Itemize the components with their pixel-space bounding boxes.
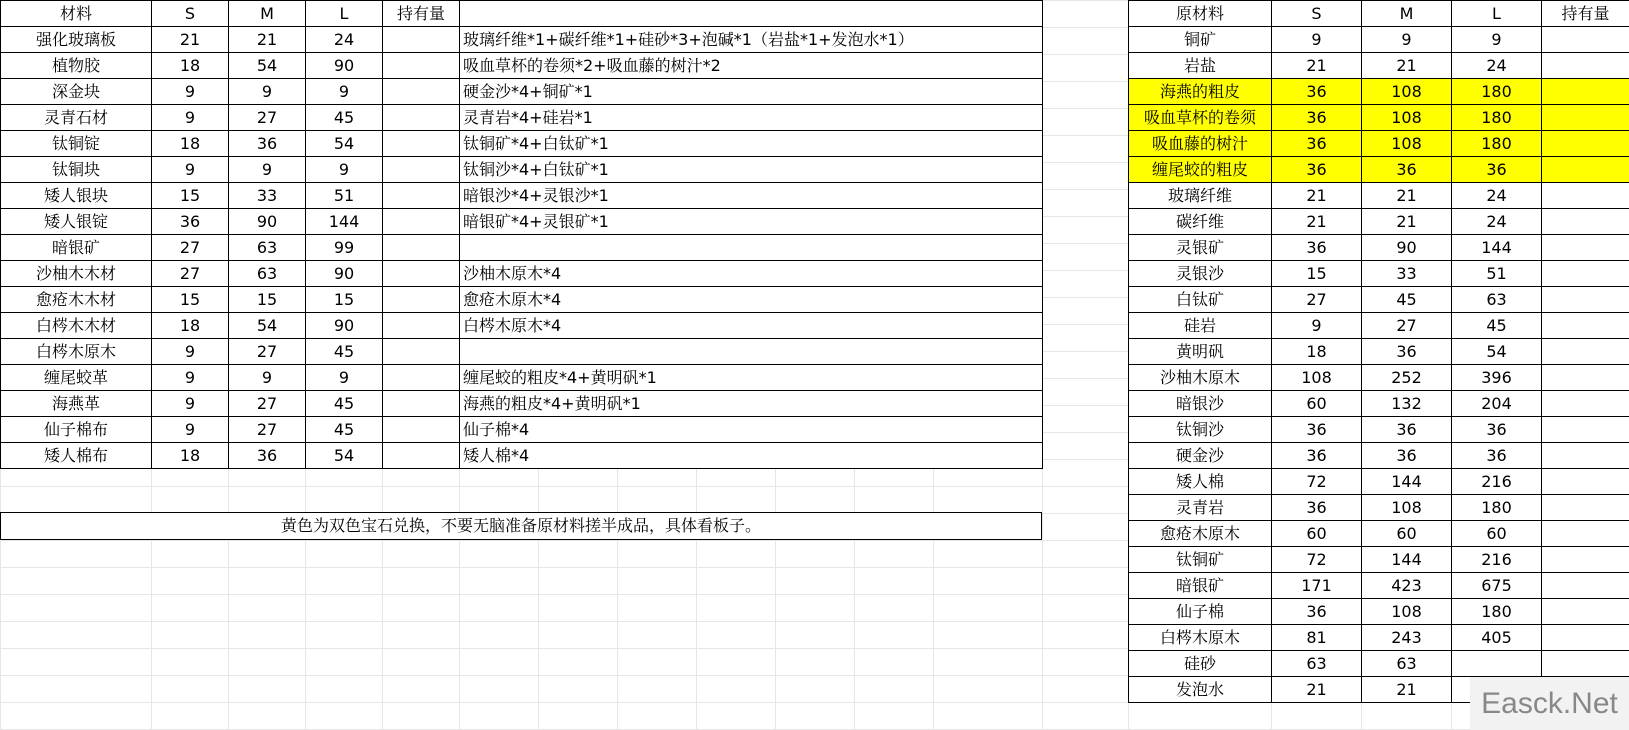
size-s-cell[interactable]: 18: [152, 53, 229, 79]
table-row: [1129, 183, 1629, 209]
held-qty-cell[interactable]: [1542, 313, 1629, 339]
table-row: [1129, 521, 1629, 547]
table-row: [1129, 209, 1629, 235]
watermark-logo: Easck.Net: [1470, 677, 1629, 730]
size-s-cell[interactable]: 9: [152, 157, 229, 183]
size-l-cell[interactable]: 99: [306, 235, 383, 261]
held-qty-cell[interactable]: [1542, 53, 1629, 79]
size-s-cell[interactable]: 27: [152, 235, 229, 261]
table-row: [1129, 53, 1629, 79]
held-qty-cell[interactable]: [1542, 339, 1629, 365]
held-qty-cell[interactable]: [383, 417, 460, 443]
col-header-material[interactable]: 材料: [1, 1, 152, 27]
size-m-cell[interactable]: 36: [1362, 339, 1452, 365]
size-m-cell[interactable]: 63: [229, 235, 306, 261]
table-row: [1, 157, 1043, 183]
raw-material-name-cell[interactable]: 钛铜矿: [1129, 547, 1272, 573]
size-m-cell[interactable]: 21: [1362, 677, 1452, 703]
col-header-held[interactable]: 持有量: [383, 1, 460, 27]
raw-material-name-cell[interactable]: 黄明矾: [1129, 339, 1272, 365]
table-row: [1, 365, 1043, 391]
size-m-cell[interactable]: 108: [1362, 105, 1452, 131]
held-qty-cell[interactable]: [383, 443, 460, 469]
material-name-cell[interactable]: 暗银矿: [1, 235, 152, 261]
raw-material-name-cell[interactable]: 白梣木原木: [1129, 625, 1272, 651]
recipe-cell[interactable]: [460, 339, 1043, 365]
size-s-cell[interactable]: 36: [152, 209, 229, 235]
size-s-cell[interactable]: 72: [1272, 547, 1362, 573]
size-s-cell[interactable]: 72: [1272, 469, 1362, 495]
note-banner[interactable]: 黄色为双色宝石兑换，不要无脑准备原材料搓半成品，具体看板子。: [0, 512, 1042, 540]
table-row: [1129, 287, 1629, 313]
table-row: [1129, 469, 1629, 495]
size-m-cell[interactable]: 36: [1362, 157, 1452, 183]
size-m-cell[interactable]: 27: [229, 391, 306, 417]
size-m-cell[interactable]: 9: [1362, 27, 1452, 53]
table-row: [1129, 339, 1629, 365]
held-qty-cell[interactable]: [383, 209, 460, 235]
table-row: [1129, 573, 1629, 599]
table-row: [1129, 391, 1629, 417]
size-m-cell[interactable]: 60: [1362, 521, 1452, 547]
table-row: [1129, 599, 1629, 625]
raw-material-name-cell[interactable]: 暗银沙: [1129, 391, 1272, 417]
col-header-s[interactable]: S: [1272, 1, 1362, 27]
recipe-cell[interactable]: 吸血草杯的卷须*2+吸血藤的树汁*2: [460, 53, 1043, 79]
size-s-cell[interactable]: 21: [1272, 677, 1362, 703]
size-m-cell[interactable]: 21: [1362, 53, 1452, 79]
held-qty-cell[interactable]: [1542, 391, 1629, 417]
held-qty-cell[interactable]: [383, 157, 460, 183]
size-m-cell[interactable]: 252: [1362, 365, 1452, 391]
materials-table-body: [1, 1, 1043, 469]
recipe-cell[interactable]: 海燕的粗皮*4+黄明矾*1: [460, 391, 1043, 417]
size-s-cell[interactable]: 108: [1272, 365, 1362, 391]
raw-material-name-cell[interactable]: 灵银矿: [1129, 235, 1272, 261]
size-s-cell[interactable]: 27: [152, 261, 229, 287]
raw-material-name-cell[interactable]: 愈疮木原木: [1129, 521, 1272, 547]
table-row: [1129, 313, 1629, 339]
size-m-cell[interactable]: 9: [229, 157, 306, 183]
recipe-cell[interactable]: 玻璃纤维*1+碳纤维*1+硅砂*3+泡碱*1（岩盐*1+发泡水*1）: [460, 27, 1043, 53]
held-qty-cell[interactable]: [1542, 287, 1629, 313]
size-l-cell[interactable]: 54: [306, 443, 383, 469]
table-row: [1, 235, 1043, 261]
held-qty-cell[interactable]: [1542, 495, 1629, 521]
size-l-cell[interactable]: 144: [1452, 235, 1542, 261]
size-s-cell[interactable]: 36: [1272, 599, 1362, 625]
table-row: [1, 287, 1043, 313]
raw-material-name-cell[interactable]: 吸血藤的树汁: [1129, 131, 1272, 157]
material-name-cell[interactable]: 钛铜块: [1, 157, 152, 183]
held-qty-cell[interactable]: [1542, 209, 1629, 235]
held-qty-cell[interactable]: [1542, 651, 1629, 677]
size-l-cell[interactable]: 51: [306, 183, 383, 209]
size-m-cell[interactable]: 33: [1362, 261, 1452, 287]
size-s-cell[interactable]: 21: [1272, 209, 1362, 235]
material-name-cell[interactable]: 白梣木原木: [1, 339, 152, 365]
col-header-recipe[interactable]: [460, 1, 1043, 27]
table-row: [1129, 547, 1629, 573]
size-l-cell[interactable]: 45: [1452, 313, 1542, 339]
material-name-cell[interactable]: 海燕革: [1, 391, 152, 417]
size-m-cell[interactable]: 36: [1362, 443, 1452, 469]
size-l-cell[interactable]: 180: [1452, 79, 1542, 105]
size-l-cell[interactable]: [1452, 651, 1542, 677]
size-m-cell[interactable]: 36: [229, 131, 306, 157]
recipe-cell[interactable]: 愈疮木原木*4: [460, 287, 1043, 313]
size-m-cell[interactable]: 27: [1362, 313, 1452, 339]
recipe-cell[interactable]: 沙柚木原木*4: [460, 261, 1043, 287]
held-qty-cell[interactable]: [1542, 599, 1629, 625]
held-qty-cell[interactable]: [1542, 183, 1629, 209]
held-qty-cell[interactable]: [1542, 417, 1629, 443]
held-qty-cell[interactable]: [383, 365, 460, 391]
size-s-cell[interactable]: 18: [152, 443, 229, 469]
held-qty-cell[interactable]: [383, 27, 460, 53]
size-s-cell[interactable]: 81: [1272, 625, 1362, 651]
held-qty-cell[interactable]: [1542, 573, 1629, 599]
size-s-cell[interactable]: 9: [152, 79, 229, 105]
size-l-cell[interactable]: 15: [306, 287, 383, 313]
size-l-cell[interactable]: 24: [1452, 183, 1542, 209]
size-m-cell[interactable]: 144: [1362, 547, 1452, 573]
table-row: [1, 313, 1043, 339]
size-s-cell[interactable]: 18: [152, 131, 229, 157]
held-qty-cell[interactable]: [383, 53, 460, 79]
recipe-cell[interactable]: 矮人棉*4: [460, 443, 1043, 469]
size-l-cell[interactable]: 90: [306, 53, 383, 79]
size-l-cell[interactable]: 63: [1452, 287, 1542, 313]
table-row: [1, 417, 1043, 443]
material-name-cell[interactable]: 深金块: [1, 79, 152, 105]
size-m-cell[interactable]: 90: [1362, 235, 1452, 261]
raw-material-name-cell[interactable]: 硅砂: [1129, 651, 1272, 677]
size-s-cell[interactable]: 21: [152, 27, 229, 53]
size-s-cell[interactable]: 9: [152, 417, 229, 443]
material-name-cell[interactable]: 钛铜锭: [1, 131, 152, 157]
held-qty-cell[interactable]: [383, 313, 460, 339]
held-qty-cell[interactable]: [383, 287, 460, 313]
held-qty-cell[interactable]: [383, 391, 460, 417]
recipe-cell[interactable]: 白梣木原木*4: [460, 313, 1043, 339]
size-s-cell[interactable]: 15: [152, 287, 229, 313]
size-l-cell[interactable]: 9: [306, 157, 383, 183]
recipe-cell[interactable]: 仙子棉*4: [460, 417, 1043, 443]
held-qty-cell[interactable]: [1542, 157, 1629, 183]
raw-material-name-cell[interactable]: 缠尾蛟的粗皮: [1129, 157, 1272, 183]
size-l-cell[interactable]: 180: [1452, 599, 1542, 625]
size-m-cell[interactable]: 132: [1362, 391, 1452, 417]
material-name-cell[interactable]: 白梣木木材: [1, 313, 152, 339]
size-m-cell[interactable]: 63: [1362, 651, 1452, 677]
col-header-m[interactable]: M: [229, 1, 306, 27]
size-s-cell[interactable]: 36: [1272, 105, 1362, 131]
held-qty-cell[interactable]: [383, 79, 460, 105]
material-name-cell[interactable]: 矮人银块: [1, 183, 152, 209]
size-l-cell[interactable]: 45: [306, 417, 383, 443]
size-m-cell[interactable]: 423: [1362, 573, 1452, 599]
material-name-cell[interactable]: 仙子棉布: [1, 417, 152, 443]
held-qty-cell[interactable]: [1542, 261, 1629, 287]
raw-material-name-cell[interactable]: 玻璃纤维: [1129, 183, 1272, 209]
size-l-cell[interactable]: 24: [306, 27, 383, 53]
size-m-cell[interactable]: 33: [229, 183, 306, 209]
held-qty-cell[interactable]: [1542, 105, 1629, 131]
size-s-cell[interactable]: 63: [1272, 651, 1362, 677]
size-s-cell[interactable]: 36: [1272, 495, 1362, 521]
raw-material-name-cell[interactable]: 硬金沙: [1129, 443, 1272, 469]
size-s-cell[interactable]: 36: [1272, 79, 1362, 105]
size-s-cell[interactable]: 9: [152, 105, 229, 131]
recipe-cell[interactable]: 缠尾蛟的粗皮*4+黄明矾*1: [460, 365, 1043, 391]
size-s-cell[interactable]: 9: [1272, 27, 1362, 53]
size-l-cell[interactable]: 36: [1452, 157, 1542, 183]
size-l-cell[interactable]: 54: [306, 131, 383, 157]
size-l-cell[interactable]: 90: [306, 313, 383, 339]
size-s-cell[interactable]: 171: [1272, 573, 1362, 599]
size-m-cell[interactable]: 21: [229, 27, 306, 53]
size-l-cell[interactable]: 216: [1452, 469, 1542, 495]
size-m-cell[interactable]: 27: [229, 417, 306, 443]
raw-material-name-cell[interactable]: 海燕的粗皮: [1129, 79, 1272, 105]
highlighted-row: [1129, 79, 1629, 105]
size-s-cell[interactable]: 18: [1272, 339, 1362, 365]
recipe-cell[interactable]: 硬金沙*4+铜矿*1: [460, 79, 1043, 105]
size-m-cell[interactable]: 9: [229, 365, 306, 391]
col-header-m[interactable]: M: [1362, 1, 1452, 27]
table-row: [1129, 651, 1629, 677]
size-l-cell[interactable]: 36: [1452, 443, 1542, 469]
col-header-held[interactable]: 持有量: [1542, 1, 1629, 27]
raw-material-name-cell[interactable]: 发泡水: [1129, 677, 1272, 703]
size-l-cell[interactable]: 396: [1452, 365, 1542, 391]
material-name-cell[interactable]: 植物胶: [1, 53, 152, 79]
size-s-cell[interactable]: 9: [152, 365, 229, 391]
raw-material-name-cell[interactable]: 岩盐: [1129, 53, 1272, 79]
col-header-s[interactable]: S: [152, 1, 229, 27]
size-s-cell[interactable]: 36: [1272, 131, 1362, 157]
size-l-cell[interactable]: 9: [306, 365, 383, 391]
size-l-cell[interactable]: 45: [306, 105, 383, 131]
table-row: [1129, 261, 1629, 287]
size-s-cell[interactable]: 36: [1272, 443, 1362, 469]
table-row: [1, 339, 1043, 365]
size-l-cell[interactable]: 24: [1452, 209, 1542, 235]
size-l-cell[interactable]: 36: [1452, 417, 1542, 443]
raw-material-name-cell[interactable]: 吸血草杯的卷须: [1129, 105, 1272, 131]
raw-material-name-cell[interactable]: 灵青岩: [1129, 495, 1272, 521]
raw-material-name-cell[interactable]: 暗银矿: [1129, 573, 1272, 599]
size-m-cell[interactable]: 36: [1362, 417, 1452, 443]
size-l-cell[interactable]: 24: [1452, 53, 1542, 79]
table-row: [1, 183, 1043, 209]
material-name-cell[interactable]: 灵青石材: [1, 105, 152, 131]
size-s-cell[interactable]: 9: [152, 391, 229, 417]
col-header-l[interactable]: L: [1452, 1, 1542, 27]
size-s-cell[interactable]: 18: [152, 313, 229, 339]
size-s-cell[interactable]: 15: [1272, 261, 1362, 287]
size-s-cell[interactable]: 9: [1272, 313, 1362, 339]
held-qty-cell[interactable]: [1542, 131, 1629, 157]
material-name-cell[interactable]: 沙柚木木材: [1, 261, 152, 287]
size-l-cell[interactable]: 9: [306, 79, 383, 105]
table-row: [1, 391, 1043, 417]
table-row: [1, 79, 1043, 105]
table-row: [1129, 365, 1629, 391]
materials-table: [0, 0, 1043, 469]
table-row: [1, 443, 1043, 469]
size-m-cell[interactable]: 90: [229, 209, 306, 235]
raw-material-name-cell[interactable]: 碳纤维: [1129, 209, 1272, 235]
held-qty-cell[interactable]: [1542, 79, 1629, 105]
size-l-cell[interactable]: 54: [1452, 339, 1542, 365]
size-l-cell[interactable]: 45: [306, 339, 383, 365]
table-row: [1129, 625, 1629, 651]
size-m-cell[interactable]: 63: [229, 261, 306, 287]
size-l-cell[interactable]: 45: [306, 391, 383, 417]
size-s-cell[interactable]: 36: [1272, 157, 1362, 183]
size-l-cell[interactable]: 405: [1452, 625, 1542, 651]
held-qty-cell[interactable]: [1542, 27, 1629, 53]
held-qty-cell[interactable]: [383, 105, 460, 131]
size-l-cell[interactable]: 675: [1452, 573, 1542, 599]
size-s-cell[interactable]: 36: [1272, 235, 1362, 261]
held-qty-cell[interactable]: [1542, 365, 1629, 391]
table-row: [1129, 443, 1629, 469]
size-l-cell[interactable]: 180: [1452, 105, 1542, 131]
table-row: [1, 131, 1043, 157]
table-row: [1, 105, 1043, 131]
size-m-cell[interactable]: 27: [229, 105, 306, 131]
raw-material-name-cell[interactable]: 铜矿: [1129, 27, 1272, 53]
table-row: [1129, 27, 1629, 53]
held-qty-cell[interactable]: [383, 131, 460, 157]
table-row: [1, 261, 1043, 287]
held-qty-cell[interactable]: [383, 183, 460, 209]
recipe-cell[interactable]: [460, 235, 1043, 261]
size-s-cell[interactable]: 60: [1272, 521, 1362, 547]
size-l-cell[interactable]: 90: [306, 261, 383, 287]
held-qty-cell[interactable]: [1542, 625, 1629, 651]
size-m-cell[interactable]: 15: [229, 287, 306, 313]
held-qty-cell[interactable]: [1542, 235, 1629, 261]
raw-material-name-cell[interactable]: 仙子棉: [1129, 599, 1272, 625]
raw-material-name-cell[interactable]: 钛铜沙: [1129, 417, 1272, 443]
material-name-cell[interactable]: 愈疮木木材: [1, 287, 152, 313]
size-m-cell[interactable]: 21: [1362, 209, 1452, 235]
size-m-cell[interactable]: 144: [1362, 469, 1452, 495]
table-row: [1, 53, 1043, 79]
held-qty-cell[interactable]: [383, 339, 460, 365]
held-qty-cell[interactable]: [383, 261, 460, 287]
material-name-cell[interactable]: 矮人棉布: [1, 443, 152, 469]
size-s-cell[interactable]: 21: [1272, 53, 1362, 79]
size-m-cell[interactable]: 54: [229, 53, 306, 79]
raw-material-name-cell[interactable]: 灵银沙: [1129, 261, 1272, 287]
table-row: [1129, 495, 1629, 521]
table-row: [1, 27, 1043, 53]
recipe-cell[interactable]: 钛铜沙*4+白钛矿*1: [460, 157, 1043, 183]
size-l-cell[interactable]: 204: [1452, 391, 1542, 417]
held-qty-cell[interactable]: [1542, 547, 1629, 573]
size-m-cell[interactable]: 21: [1362, 183, 1452, 209]
size-l-cell[interactable]: 180: [1452, 131, 1542, 157]
col-header-l[interactable]: L: [306, 1, 383, 27]
highlighted-row: [1129, 105, 1629, 131]
size-s-cell[interactable]: 27: [1272, 287, 1362, 313]
size-m-cell[interactable]: 108: [1362, 79, 1452, 105]
recipe-cell[interactable]: 暗银沙*4+灵银沙*1: [460, 183, 1043, 209]
size-s-cell[interactable]: 60: [1272, 391, 1362, 417]
size-m-cell[interactable]: 27: [229, 339, 306, 365]
size-m-cell[interactable]: 108: [1362, 599, 1452, 625]
raw-material-name-cell[interactable]: 沙柚木原木: [1129, 365, 1272, 391]
size-s-cell[interactable]: 9: [152, 339, 229, 365]
size-m-cell[interactable]: 243: [1362, 625, 1452, 651]
recipe-cell[interactable]: 灵青岩*4+硅岩*1: [460, 105, 1043, 131]
size-s-cell[interactable]: 21: [1272, 183, 1362, 209]
size-m-cell[interactable]: 9: [229, 79, 306, 105]
highlighted-row: [1129, 157, 1629, 183]
held-qty-cell[interactable]: [1542, 521, 1629, 547]
material-name-cell[interactable]: 矮人银锭: [1, 209, 152, 235]
material-name-cell[interactable]: 缠尾蛟革: [1, 365, 152, 391]
raw-materials-table: [1128, 0, 1629, 703]
raw-material-name-cell[interactable]: 硅岩: [1129, 313, 1272, 339]
table-row: [1129, 235, 1629, 261]
raw-material-name-cell[interactable]: 白钛矿: [1129, 287, 1272, 313]
size-s-cell[interactable]: 15: [152, 183, 229, 209]
size-m-cell[interactable]: 36: [229, 443, 306, 469]
size-l-cell[interactable]: 51: [1452, 261, 1542, 287]
size-m-cell[interactable]: 54: [229, 313, 306, 339]
header-row: [1, 1, 1043, 27]
recipe-cell[interactable]: 暗银矿*4+灵银矿*1: [460, 209, 1043, 235]
size-l-cell[interactable]: 60: [1452, 521, 1542, 547]
col-header-raw-material[interactable]: 原材料: [1129, 1, 1272, 27]
held-qty-cell[interactable]: [1542, 469, 1629, 495]
size-l-cell[interactable]: 144: [306, 209, 383, 235]
held-qty-cell[interactable]: [1542, 443, 1629, 469]
highlighted-row: [1129, 131, 1629, 157]
raw-materials-table-body: [1129, 1, 1629, 703]
size-s-cell[interactable]: 36: [1272, 417, 1362, 443]
raw-material-name-cell[interactable]: 矮人棉: [1129, 469, 1272, 495]
header-row: [1129, 1, 1629, 27]
held-qty-cell[interactable]: [383, 235, 460, 261]
size-m-cell[interactable]: 108: [1362, 131, 1452, 157]
size-l-cell[interactable]: 216: [1452, 547, 1542, 573]
size-m-cell[interactable]: 108: [1362, 495, 1452, 521]
size-l-cell[interactable]: 9: [1452, 27, 1542, 53]
table-row: [1129, 417, 1629, 443]
recipe-cell[interactable]: 钛铜矿*4+白钛矿*1: [460, 131, 1043, 157]
table-row: [1, 209, 1043, 235]
size-m-cell[interactable]: 45: [1362, 287, 1452, 313]
size-l-cell[interactable]: 180: [1452, 495, 1542, 521]
material-name-cell[interactable]: 强化玻璃板: [1, 27, 152, 53]
